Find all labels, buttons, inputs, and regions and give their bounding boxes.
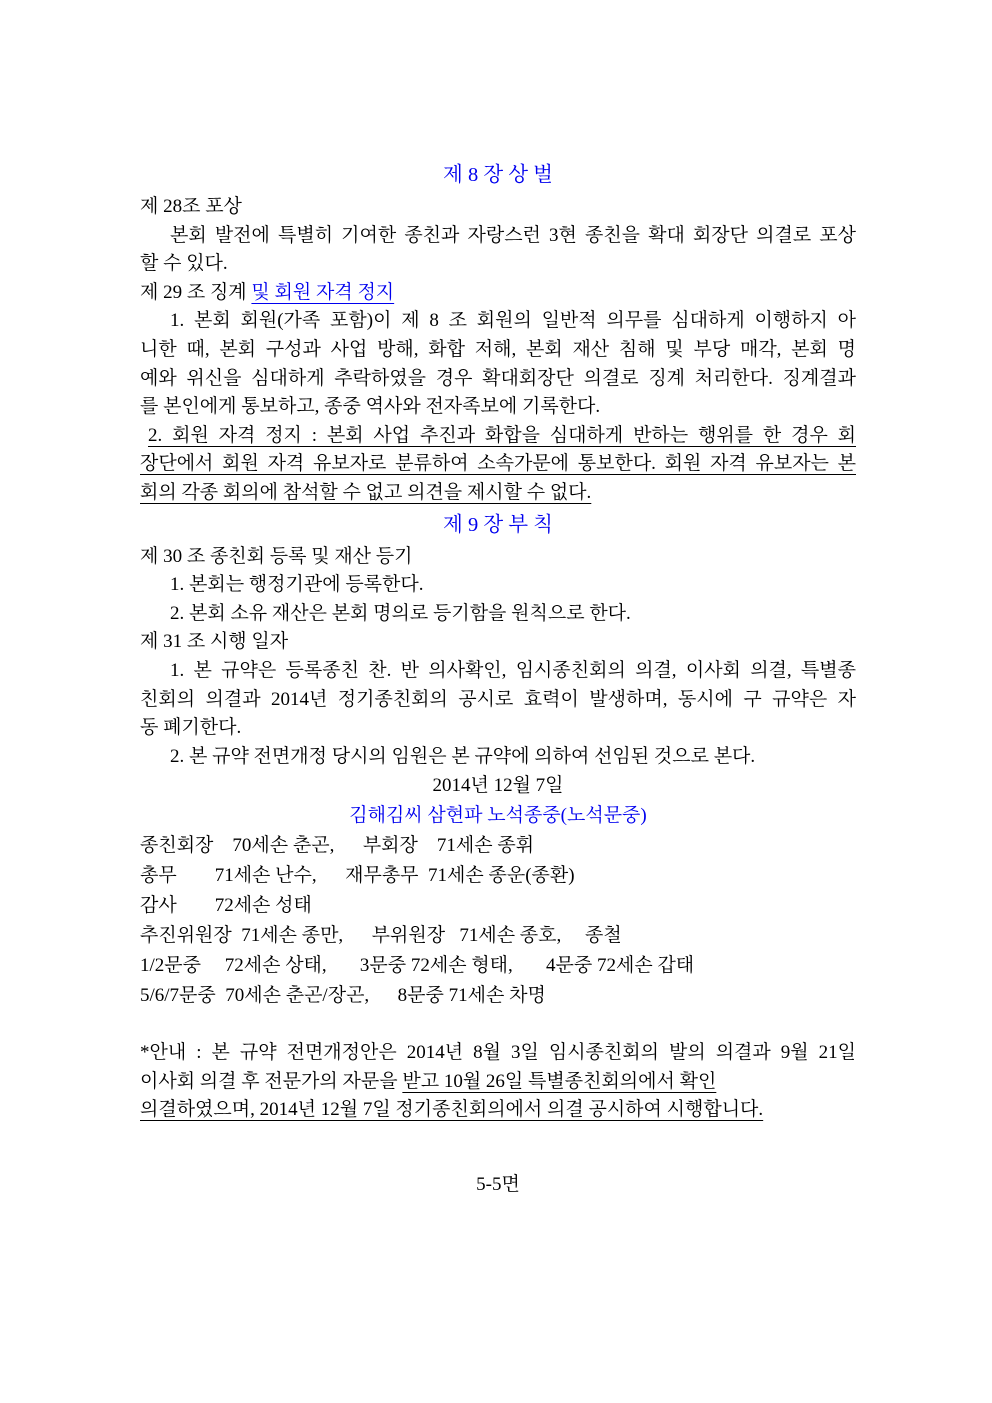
officer-row bbox=[140, 891, 856, 921]
chapter-8-heading bbox=[140, 158, 856, 193]
text-segment: 제 31 조 시행 일자 bbox=[140, 631, 289, 653]
body-line bbox=[140, 571, 856, 600]
highlighted-link-text: 제 9 장 부 칙 bbox=[443, 513, 553, 536]
chapter-9-heading bbox=[140, 508, 856, 543]
text-segment: 제 29 조 징계 bbox=[140, 281, 252, 303]
officer-row bbox=[140, 921, 856, 951]
effective-date bbox=[140, 771, 856, 801]
text-segment: 5/6/7문중 70세손 춘곤/장곤, 8문중 71세손 차명 bbox=[140, 985, 546, 1007]
officer-row bbox=[140, 831, 856, 861]
text-segment: 1. 본회는 행정기관에 등록한다. bbox=[170, 574, 424, 596]
body-line bbox=[140, 222, 856, 251]
body-line bbox=[140, 686, 856, 715]
text-segment: 종친회장 70세손 춘곤, 부회장 71세손 종휘 bbox=[140, 835, 535, 857]
notice-line bbox=[140, 1039, 856, 1068]
text-segment: 추진위원장 71세손 종만, 부위원장 71세손 종호, 종철 bbox=[140, 925, 622, 947]
article-28-title bbox=[140, 193, 856, 222]
text-segment: 1. 본회 회원(가족 포함)이 제 8 조 회원의 일반적 의무를 심대하게 이행하지 아 bbox=[170, 310, 856, 332]
notice-line bbox=[140, 1068, 856, 1097]
text-segment: *안내 : 본 규약 전면개정안은 2014년 8월 3일 임시종친회의 발의 의결과 9월 21일 bbox=[140, 1042, 856, 1064]
body-line bbox=[140, 336, 856, 365]
officer-row bbox=[140, 861, 856, 891]
text-segment: 2. 회원 자격 정지 : 본회 사업 추진과 화합을 심대하게 반하는 행위를 한 경우 회 bbox=[148, 424, 856, 446]
text-segment: 총무 71세손 난수, 재무총무 71세손 종운(종환) bbox=[140, 865, 575, 887]
body-line bbox=[140, 743, 856, 772]
officer-row bbox=[140, 951, 856, 981]
text-segment: 회의 각종 회의에 참석할 수 없고 의견을 제시할 수 없다. bbox=[140, 481, 592, 503]
text-segment: 장단에서 회원 자격 유보자로 분류하여 소속가문에 통보한다. 회원 자격 유보자는 본 bbox=[140, 453, 856, 475]
article-31-title bbox=[140, 628, 856, 657]
body-line bbox=[140, 657, 856, 686]
organization-name bbox=[140, 801, 856, 831]
text-segment: 2014년 12월 7일 bbox=[432, 775, 564, 797]
text-segment: 2. 본회 소유 재산은 본회 명의로 등기함을 원칙으로 한다. bbox=[170, 602, 631, 624]
body-line bbox=[140, 600, 856, 629]
text-segment: 본회 발전에 특별히 기여한 종친과 자랑스런 3현 종친을 확대 회장단 의결로 포상 bbox=[170, 224, 856, 246]
text-segment: 의결하였으며, 2014년 12월 7일 정기종친회의에서 의결 공시하여 시행합니다. bbox=[140, 1099, 764, 1121]
text-segment: 친회의 의결과 2014년 정기종친회의 공시로 효력이 발생하며, 동시에 구 규약은 자 bbox=[140, 688, 856, 710]
text-segment: 할 수 있다. bbox=[140, 253, 228, 275]
highlighted-link-text: 제 8 장 상 벌 bbox=[443, 164, 553, 186]
text-segment: 2. 본 규약 전면개정 당시의 임원은 본 규약에 의하여 선임된 것으로 본다. bbox=[170, 745, 756, 767]
article-30-title bbox=[140, 543, 856, 572]
body-line bbox=[140, 307, 856, 336]
text-segment: 니한 때, 본회 구성과 사업 방해, 화합 저해, 본회 재산 침해 및 부당 매각, 본회 명 bbox=[140, 338, 856, 360]
notice-line bbox=[140, 1096, 856, 1125]
body-line bbox=[140, 714, 856, 743]
text-segment: 1. 본 규약은 등록종친 찬. 반 의사확인, 임시종친회의 의결, 이사회 의결, 특별종 bbox=[170, 659, 856, 681]
body-line bbox=[140, 365, 856, 394]
text-segment: 감사 72세손 성태 bbox=[140, 895, 312, 917]
officer-row bbox=[140, 981, 856, 1011]
article-29-title bbox=[140, 279, 856, 308]
page-number: 5-5면 bbox=[476, 1174, 520, 1196]
text-segment: 제 28조 포상 bbox=[140, 196, 242, 217]
highlighted-link-text: 및 회원 자격 정지 bbox=[251, 281, 395, 303]
highlighted-link-text: 김해김씨 삼현파 노석종중(노석문중) bbox=[349, 805, 647, 827]
text-segment: 제 30 조 종친회 등록 및 재산 등기 bbox=[140, 545, 413, 567]
body-line bbox=[140, 393, 856, 422]
text-segment: 동 폐기한다. bbox=[140, 717, 242, 739]
text-segment: 이사회 의결 후 전문가의 자문을 bbox=[140, 1070, 403, 1092]
body-line bbox=[140, 422, 856, 451]
text-segment: 예와 위신을 심대하게 추락하였을 경우 확대회장단 의결로 징계 처리한다. 징계결과 bbox=[140, 367, 856, 389]
text-segment: 받고 10월 26일 특별종친회의에서 확인 bbox=[402, 1070, 717, 1092]
body-line bbox=[140, 450, 856, 479]
body-line bbox=[140, 250, 856, 279]
body-line bbox=[140, 479, 856, 508]
text-segment: 1/2문중 72세손 상태, 3문중 72세손 형태, 4문중 72세손 갑태 bbox=[140, 955, 695, 977]
text-segment: 를 본인에게 통보하고, 종중 역사와 전자족보에 기록한다. bbox=[140, 396, 601, 418]
document-body bbox=[140, 158, 856, 1125]
